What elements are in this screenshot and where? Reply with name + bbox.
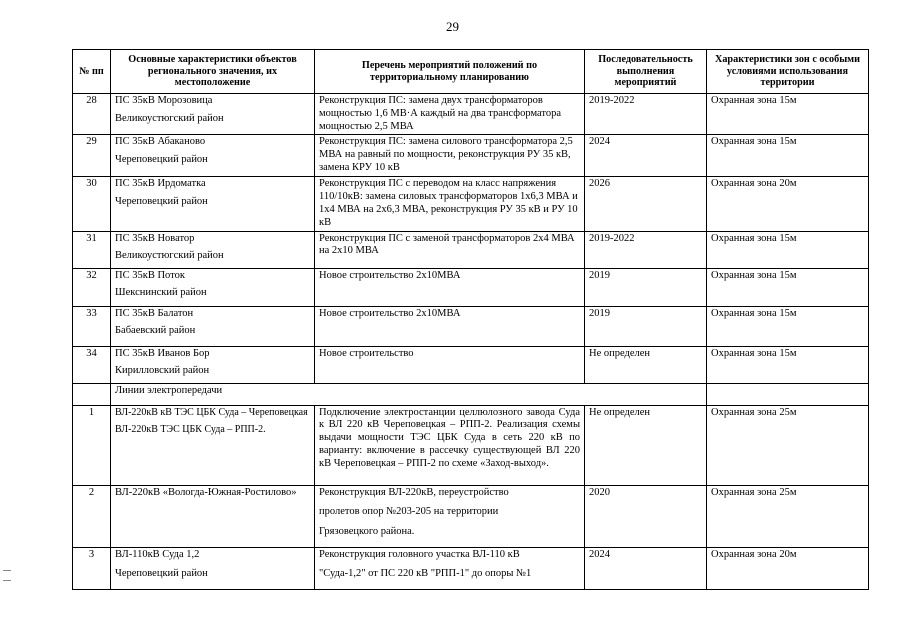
row-num: 2 bbox=[73, 485, 111, 547]
measure-line: "Суда-1,2" от ПС 220 кВ "РПП-1" до опоры №1 bbox=[319, 568, 532, 580]
zone-text: Охранная зона 15м bbox=[707, 346, 869, 383]
zone-text: Охранная зона 25м bbox=[707, 485, 869, 547]
table-row bbox=[73, 231, 869, 268]
object-location: Череповецкий район bbox=[115, 196, 208, 208]
object-cell bbox=[111, 231, 315, 268]
measure-text: Реконструкция ПС с заменой трансформаторов 2х4 МВА на 2х10 МВА bbox=[315, 231, 585, 268]
table-row bbox=[73, 306, 869, 346]
object-cell bbox=[111, 135, 315, 177]
object-location: Великоустюгский район bbox=[115, 112, 224, 124]
header-num: № пп bbox=[73, 50, 111, 94]
table-row bbox=[73, 268, 869, 306]
row-num: 32 bbox=[73, 268, 111, 306]
object-location: Шекснинский район bbox=[115, 287, 207, 299]
object-cell bbox=[111, 306, 315, 346]
zone-text: Охранная зона 20м bbox=[707, 177, 869, 231]
row-num: 29 bbox=[73, 135, 111, 177]
sequence-text: Не определен bbox=[585, 405, 707, 485]
header-objects: Основные характеристики объектов регионального значения, их местоположение bbox=[111, 50, 315, 94]
sequence-text: Не определен bbox=[585, 346, 707, 383]
measure-cell bbox=[315, 547, 585, 589]
measure-text: Подключение электростанции целлюлозного завода Суда к ВЛ 220 кВ Череповецкая – РПП-2. Реализация схемы выдачи мощности ТЭС ЦБК Суда в сеть 220 кВ по варианту: включение в рассечку существующей ВЛ 220 кВ Череповецкая – РПП-2 по схеме «Заход-выход». bbox=[315, 405, 585, 485]
header-row bbox=[73, 50, 869, 94]
object-cell bbox=[111, 405, 315, 485]
table-row bbox=[73, 94, 869, 135]
object-name: ВЛ-220кВ «Вологда-Южная-Ростилово» bbox=[111, 485, 315, 547]
row-num: 28 bbox=[73, 94, 111, 135]
zone-text: Охранная зона 15м bbox=[707, 94, 869, 135]
section-zone-cell bbox=[707, 383, 869, 405]
measure-text: Новое строительство 2х10МВА bbox=[315, 268, 585, 306]
object-location: Кирилловский район bbox=[115, 365, 210, 377]
sequence-text: 2026 bbox=[585, 177, 707, 231]
object-cell bbox=[111, 346, 315, 383]
zone-text: Охранная зона 15м bbox=[707, 306, 869, 346]
object-name: ПС 35кВ Новатор bbox=[115, 232, 195, 244]
object-name: ПС 35кВ Морозовица bbox=[115, 95, 213, 106]
page-number: 29 bbox=[446, 19, 459, 34]
zone-text: Охранная зона 25м bbox=[707, 405, 869, 485]
row-num: 33 bbox=[73, 306, 111, 346]
measure-line: Реконструкция головного участка ВЛ-110 кВ bbox=[319, 548, 520, 560]
object-name: ПС 35кВ Абаканово bbox=[115, 136, 206, 148]
row-num: 1 bbox=[73, 405, 111, 485]
margin-mark bbox=[3, 570, 11, 571]
table-row bbox=[73, 405, 869, 485]
measure-cell bbox=[315, 485, 585, 547]
sequence-text: 2024 bbox=[585, 135, 707, 177]
object-name: ПС 35кВ Поток bbox=[115, 269, 185, 281]
sequence-text: 2019-2022 bbox=[585, 231, 707, 268]
zone-text: Охранная зона 20м bbox=[707, 547, 869, 589]
object-cell bbox=[111, 94, 315, 135]
table-row bbox=[73, 346, 869, 383]
object-location: Великоустюгский район bbox=[115, 250, 224, 262]
measure-text: Новое строительство 2х10МВА bbox=[315, 306, 585, 346]
sequence-text: 2024 bbox=[585, 547, 707, 589]
sequence-text: 2019-2022 bbox=[585, 94, 707, 135]
section-row bbox=[73, 383, 869, 405]
table-row bbox=[73, 547, 869, 589]
object-name-secondary: ВЛ-220кВ ТЭС ЦБК Суда – РПП-2. bbox=[115, 423, 266, 435]
sequence-text: 2020 bbox=[585, 485, 707, 547]
sequence-text: 2019 bbox=[585, 268, 707, 306]
object-cell bbox=[111, 268, 315, 306]
object-location: Череповецкий район bbox=[115, 154, 208, 166]
margin-mark bbox=[3, 580, 11, 581]
object-name: ПС 35кВ Ирдоматка bbox=[115, 178, 206, 190]
table-row bbox=[73, 485, 869, 547]
object-location: Бабаевский район bbox=[115, 325, 196, 337]
section-num-cell bbox=[73, 383, 111, 405]
object-cell bbox=[111, 177, 315, 231]
table-row bbox=[73, 177, 869, 231]
object-cell bbox=[111, 547, 315, 589]
zone-text: Охранная зона 15м bbox=[707, 231, 869, 268]
object-name: ПС 35кВ Балатон bbox=[115, 307, 194, 319]
measure-line: пролетов опор №203-205 на территории bbox=[319, 506, 499, 518]
measure-text: Реконструкция ПС с переводом на класс напряжения 110/10кВ: замена силовых трансформаторов 1х6,3 МВА и 1х4 МВА на 2х6,3 МВА, реконструкция РУ 35 кВ и РУ 10 кВ bbox=[315, 177, 585, 231]
object-location: Череповецкий район bbox=[115, 568, 208, 580]
objects-table bbox=[72, 49, 869, 590]
row-num: 30 bbox=[73, 177, 111, 231]
header-zones: Характеристики зон с особыми условиями использования территории bbox=[707, 50, 869, 94]
row-num: 34 bbox=[73, 346, 111, 383]
measure-line: Реконструкция ВЛ-220кВ, переустройство bbox=[319, 486, 509, 498]
sequence-text: 2019 bbox=[585, 306, 707, 346]
row-num: 3 bbox=[73, 547, 111, 589]
header-sequence: Последовательность выполнения мероприятий bbox=[585, 50, 707, 94]
zone-text: Охранная зона 15м bbox=[707, 268, 869, 306]
measure-text: Реконструкция ПС: замена силового трансформатора 2,5 МВА на равный по мощности, реконструкция РУ 35 кВ, замена КРУ 10 кВ bbox=[315, 135, 585, 177]
measure-text: Новое строительство bbox=[315, 346, 585, 383]
object-name: ПС 35кВ Иванов Бор bbox=[115, 347, 210, 359]
object-name: ВЛ-220кВ кВ ТЭС ЦБК Суда – Череповецкая bbox=[115, 406, 308, 418]
measure-line: Грязовецкого района. bbox=[319, 526, 415, 538]
zone-text: Охранная зона 15м bbox=[707, 135, 869, 177]
table-row bbox=[73, 135, 869, 177]
row-num: 31 bbox=[73, 231, 111, 268]
measure-text: Реконструкция ПС: замена двух трансформаторов мощностью 1,6 МВ·А каждый на два трансформатора мощностью 2,5 МВА bbox=[315, 94, 585, 135]
object-name: ВЛ-110кВ Суда 1,2 bbox=[115, 548, 200, 560]
section-title: Линии электропередачи bbox=[111, 383, 707, 405]
header-measures: Перечень мероприятий положений по территориальному планированию bbox=[315, 50, 585, 94]
